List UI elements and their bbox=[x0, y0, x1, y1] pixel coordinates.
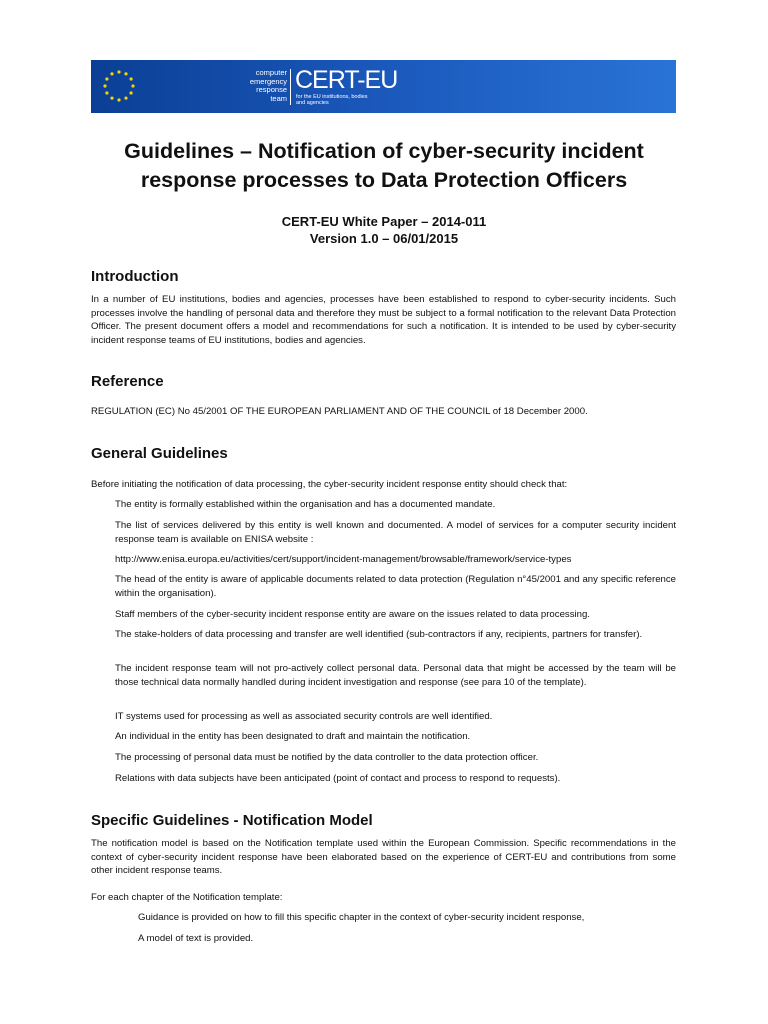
introduction-text: In a number of EU institutions, bodies and agencies, processes have been established to respond to cyber-security incidents. Such processes involve the handling of personal data and therefore they must be subject to a formal notification to the relevant Data Protection Officer. The present document offers a model and recommendations for such a notification. It is intended to be used by cyber-security incident response teams of EU institutions, bodies and agencies. bbox=[91, 294, 676, 346]
document-subtitle: CERT-EU White Paper – 2014-011 Version 1.0 – 06/01/2015 bbox=[281, 214, 487, 246]
list-item: The processing of personal data must be notified by the data controller to the data protection officer. bbox=[115, 752, 539, 763]
general-guidelines-heading: General Guidelines bbox=[91, 445, 228, 462]
general-guidelines-intro: Before initiating the notification of data processing, the cyber-security incident response entity should check that: bbox=[91, 479, 568, 490]
enisa-link[interactable]: http://www.enisa.europa.eu/activities/cert/support/incident-management/browsable/framework/service-types bbox=[115, 554, 572, 565]
document-title: Guidelines – Notification of cyber-security incident response processes to Data Protection Officers bbox=[124, 139, 644, 192]
list-item: The head of the entity is aware of applicable documents related to data protection (Regulation n°45/2001 and any specific reference within the organisation). bbox=[115, 574, 676, 599]
banner-divider bbox=[290, 69, 291, 105]
introduction-heading: Introduction bbox=[91, 268, 179, 285]
brand-subtitle: for the EU institutions, bodies and agencies bbox=[296, 94, 368, 106]
list-item: Guidance is provided on how to fill this specific chapter in the context of cyber-security incident response, bbox=[138, 912, 585, 923]
specific-guidelines-heading: Specific Guidelines - Notification Model bbox=[91, 812, 373, 829]
eu-flag-stars-icon bbox=[99, 66, 139, 106]
list-item: The stake-holders of data processing and transfer are well identified (sub-contractors if any, recipients, partners for transfer). bbox=[115, 629, 643, 640]
cert-eu-logo-text: CERT-EU bbox=[295, 66, 398, 94]
list-item: A model of text is provided. bbox=[138, 933, 254, 944]
team-tagline: computer emergency response team bbox=[249, 68, 287, 103]
list-item: IT systems used for processing as well as associated security controls are well identified. bbox=[115, 711, 493, 722]
list-item: The list of services delivered by this entity is well known and documented. A model of services for a computer security incident response team is available on ENISA website : bbox=[115, 520, 676, 545]
list-item: The entity is formally established within the organisation and has a documented mandate. bbox=[115, 499, 496, 510]
reference-heading: Reference bbox=[91, 373, 164, 390]
specific-guidelines-text: The notification model is based on the Notification template used within the European Commission. Specific recommendations in the context of cyber-security incident response have been elaborated based on the experience of CERT-EU and contributions from some other incident response teams. bbox=[91, 838, 676, 876]
list-item: Relations with data subjects have been anticipated (point of contact and process to respond to requests). bbox=[115, 773, 561, 784]
list-item: Staff members of the cyber-security incident response entity are aware on the issues related to data processing. bbox=[115, 609, 590, 620]
reference-text: REGULATION (EC) No 45/2001 OF THE EUROPEAN PARLIAMENT AND OF THE COUNCIL of 18 December 2000. bbox=[91, 406, 588, 417]
list-item: An individual in the entity has been designated to draft and maintain the notification. bbox=[115, 731, 471, 742]
cert-eu-banner bbox=[91, 60, 676, 113]
specific-guidelines-intro: For each chapter of the Notification template: bbox=[91, 892, 283, 903]
list-item: The incident response team will not pro-actively collect personal data. Personal data that might be accessed by the team will be those technical data normally handled during incident investigation and response (see para 10 of the template). bbox=[115, 663, 676, 688]
